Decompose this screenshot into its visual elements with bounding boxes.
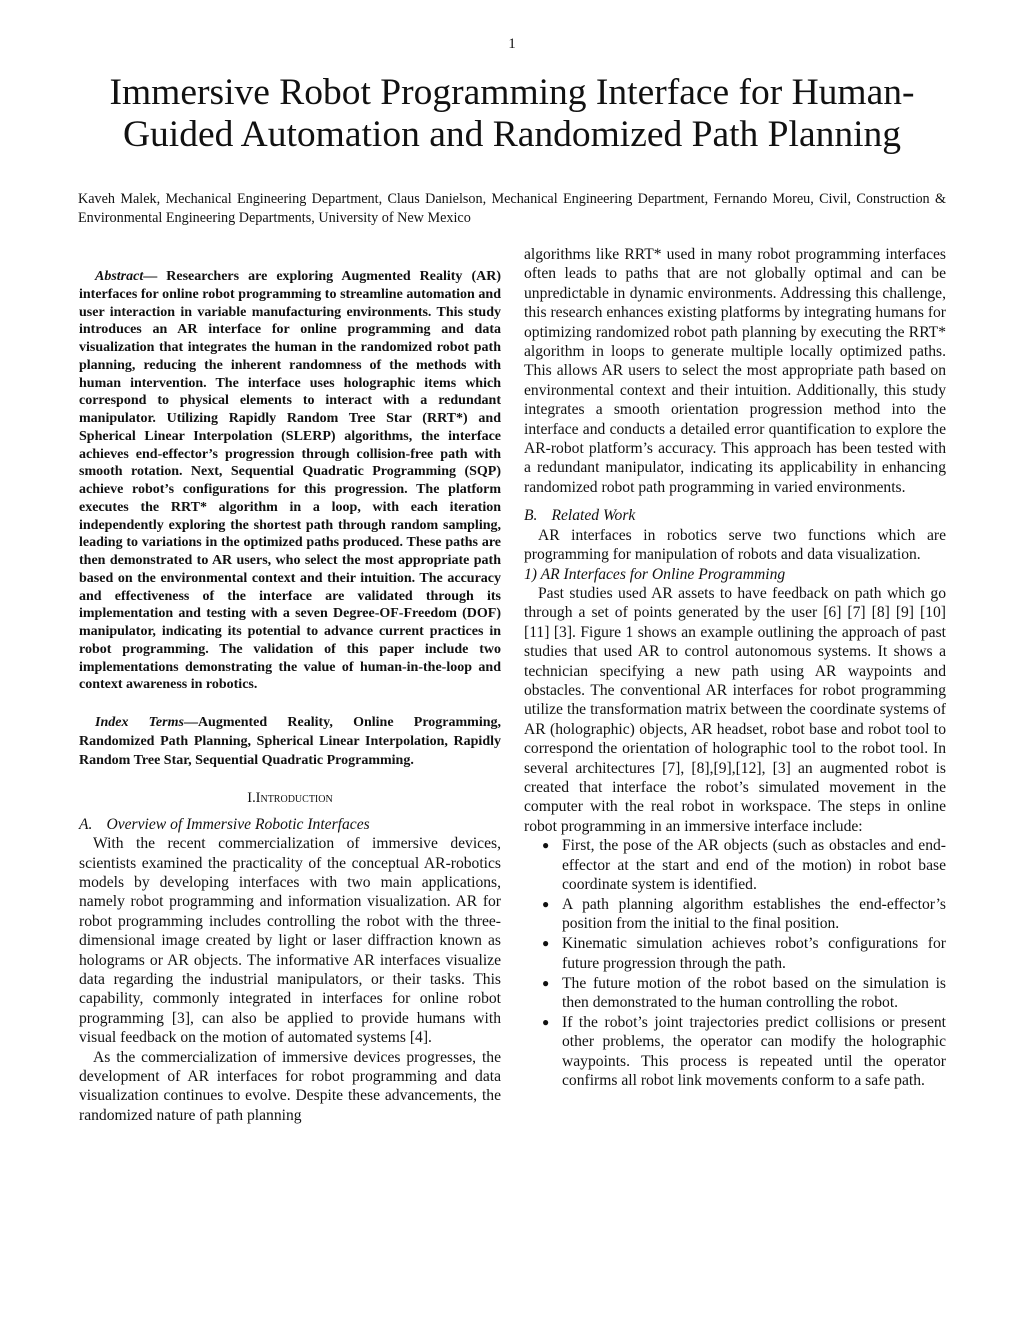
title-line-1: Immersive Robot Programming Interface for Human-: [109, 72, 915, 113]
overview-paragraph-2-start: As the commercialization of immersive devices progresses, the development of AR interfaces for robot programming and data visualization continues to evolve. Despite these advancements, the randomized nature of path planning: [79, 1048, 501, 1124]
abstract: [79, 268, 501, 694]
related-work-paragraph-1: AR interfaces in robotics serve two functions which are programming for manipulation of robots and data visualization.: [524, 526, 946, 564]
online-programming-steps-list: [524, 836, 946, 1090]
right-column: [524, 245, 946, 1091]
bullet-dot-icon: ●: [542, 1014, 550, 1029]
bullet-dot-icon: ●: [542, 975, 550, 990]
bullet-dot-icon: ●: [542, 838, 550, 853]
paper-title: [60, 72, 964, 156]
list-item: [524, 1013, 946, 1091]
list-item: [524, 836, 946, 894]
subsection-a-letter: A.: [79, 815, 93, 833]
bullet-dot-icon: ●: [542, 936, 550, 951]
index-terms-text: —Augmented Reality, Online Programming, Randomized Path Planning, Spherical Linear Interpolation, Rapidly Random Tree Star, Sequential Quadratic Programming.: [79, 715, 501, 768]
subsubsection-ar-online-programming: 1) AR Interfaces for Online Programming: [524, 565, 786, 583]
list-item: [524, 974, 946, 1013]
related-work-paragraph-2: Past studies used AR assets to have feedback on path which go through a set of points generated by the user [6] [7] [8] [9] [10] [11] [3]. Figure 1 shows an example outlining the approach of past studies that used AR to control autonomous systems. It shows a technician specifying a new path using AR waypoints and obstacles. The conventional AR interfaces for robot programming utilize the transformation matrix between the coordinate systems of AR (holographic) objects, AR headset, robot base and robot tool to correspond the orientation of holographic tool to the robot tool. In several architectures [7], [8],[9],[12], [3] an augmented robot is created that interface the robot’s simulated movement in the computer with the real robot in workspace. The steps in online robot programming in an immersive interface include:: [524, 584, 946, 835]
bullet-dot-icon: ●: [542, 896, 550, 911]
subsection-a-heading: [79, 815, 501, 834]
index-terms-label: Index Terms: [95, 715, 184, 730]
step-text: The future motion of the robot based on the simulation is then demonstrated to the human controlling the robot.: [562, 974, 946, 1011]
title-line-2: Guided Automation and Randomized Path Planning: [122, 114, 902, 155]
section-heading-introduction: I.Introduction: [247, 790, 333, 807]
author-affiliations: Kaveh Malek, Mechanical Engineering Department, Claus Danielson, Mechanical Engineering Department, Fernando Moreu, Civil, Construction & Environmental Engineering Departments, University of New Mexico: [78, 191, 946, 226]
subsection-b-letter: B.: [524, 507, 538, 525]
page-number: 1: [508, 36, 516, 52]
subsection-b-heading: [524, 506, 946, 525]
step-text: A path planning algorithm establishes the end-effector’s position from the initial to the final position.: [562, 895, 946, 933]
subsection-b-title: Related Work: [551, 507, 636, 525]
left-column: [79, 268, 501, 1125]
abstract-label: Abstract: [95, 269, 144, 284]
abstract-dash: —: [143, 269, 158, 284]
overview-paragraph-2-continued: algorithms like RRT* used in many robot programming interfaces often leads to paths that are not globally optimal and can be unpredictable in dynamic environments. Addressing this challenge, this research enhances existing platforms by integrating humans for optimizing randomized robot path planning by executing the RRT* algorithm in loops to generate multiple locally optimized paths. This allows AR users to select the most appropriate path based on environmental context and their intuition. Additionally, this study integrates a smooth orientation progression method into the interface and conducts a detailed error quantification to explore the AR-robot platform’s accuracy. This approach has been tested with a redundant manipulator, indicating its applicability in enhancing randomized robot path programming in varied environments.: [524, 246, 946, 496]
index-terms: [79, 714, 501, 770]
list-item: [524, 895, 946, 934]
overview-paragraph-1: With the recent commercialization of immersive devices, scientists examined the practicality of the conceptual AR-robotics models by developing interfaces with two main applications, namely robot programming and information visualization. AR for robot programming includes controlling the robot with the three-dimensional image created by light or laser diffraction known as holograms or AR objects. The informative AR interfaces visualize data regarding the industrial manipulators, or their tasks. This capability, commonly integrated in interfaces for online robot programming [3], can also be applied to provide humans with visual feedback on the motion of automated systems [4].: [79, 835, 501, 1047]
abstract-text: Researchers are exploring Augmented Reality (AR) interfaces for online robot programming to streamline automation and user interaction in variable manufacturing environments. This study introduces an AR interface for online programming and data visualization that integrates the human in the randomized robot path planning, reducing the inherent randomness of the methods with human intervention. The interface uses holographic items which correspond to physical elements to interact with a redundant manipulator. Utilizing Rapidly Random Tree Star (RRT*) and Spherical Linear Interpolation (SLERP) algorithms, the interface achieves end-effector’s progression through collision-free path with smooth rotation. Next, Sequential Quadratic Programming (SQP) achieve robot’s configurations for this progression. The platform executes the RRT* algorithm in a loop, with each iteration independently exploring the shortest path through random sampling, leading to variations in the optimized paths produced. These paths are then demonstrated to AR users, who select the most appropriate path based on the environmental context and their intuition. The accuracy and effectiveness of the interface are validated through its implementation and testing with a seven Degree-OF-Freedom (DOF) manipulator, indicating its potential to advance current practices in robot programming. The validation of this paper include two implementations demonstrating the value of human-in-the-loop and context awareness in robotics.: [79, 269, 501, 693]
step-text: First, the pose of the AR objects (such as obstacles and end-effector at the start and end of the motion) in robot base coordinate system is identified.: [562, 837, 946, 893]
list-item: [524, 934, 946, 973]
step-text: Kinematic simulation achieves robot’s configurations for future progression through the path.: [562, 935, 946, 972]
subsection-a-title: Overview of Immersive Robotic Interfaces: [106, 815, 370, 833]
step-text: If the robot’s joint trajectories predict collisions or present other problems, the operator can modify the holographic waypoints. This process is repeated until the operator confirms all robot link movements conform to a safe path.: [562, 1013, 946, 1090]
